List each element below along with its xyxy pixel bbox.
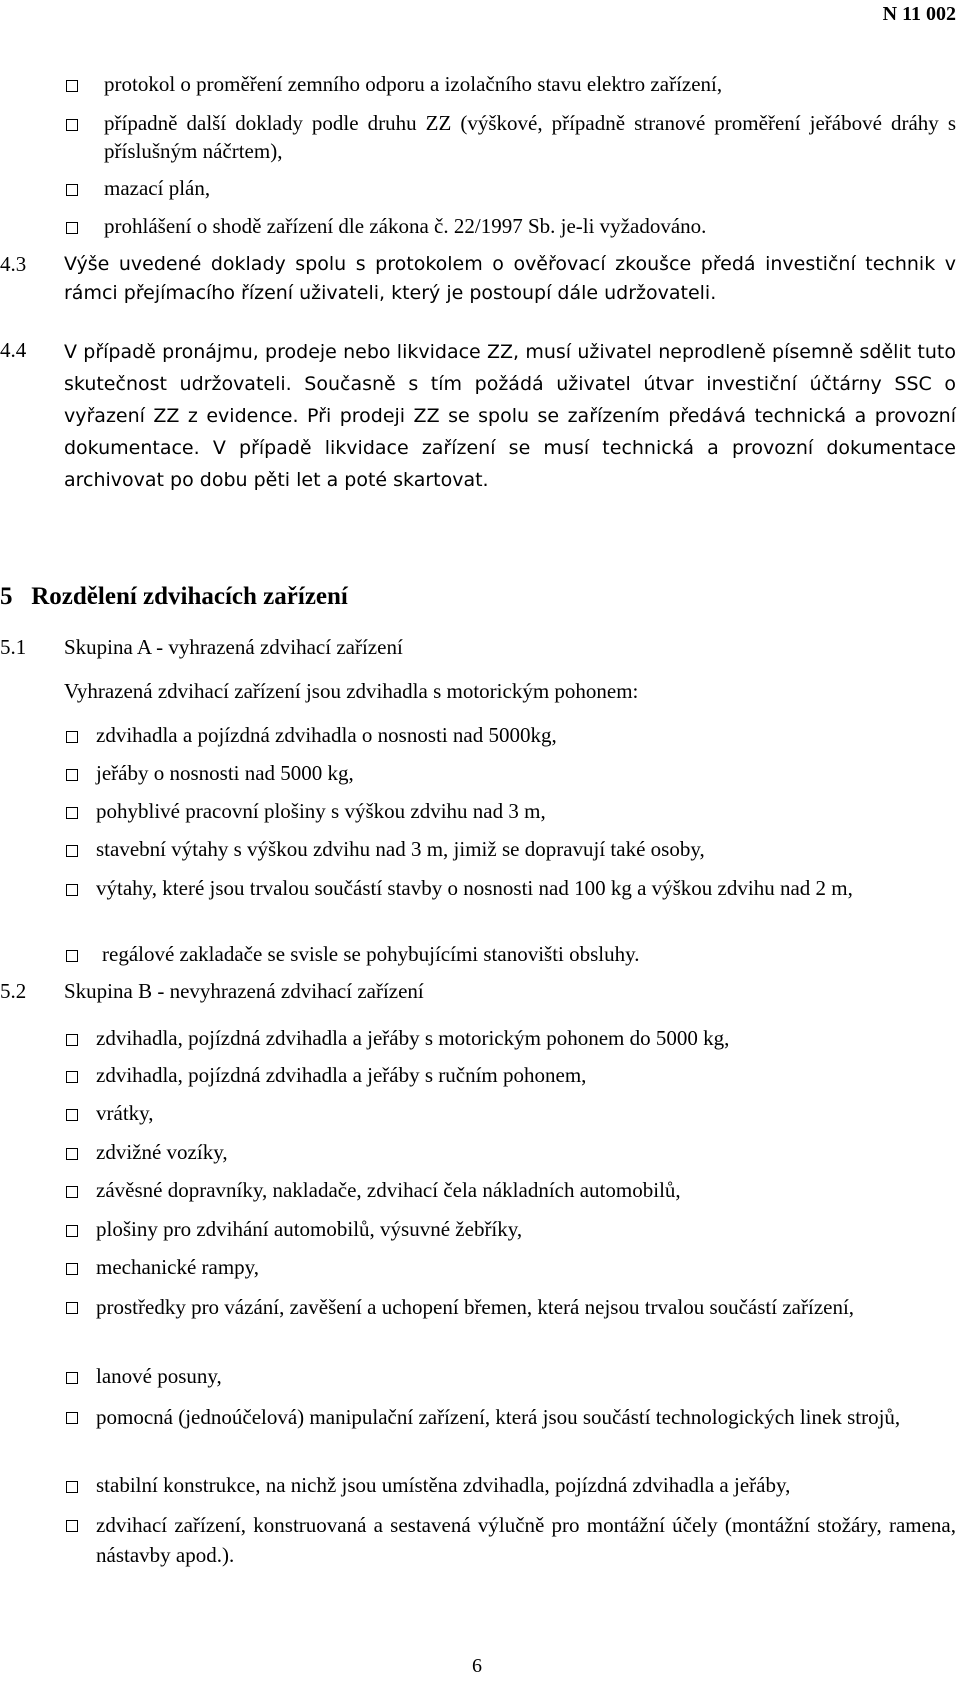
checkbox-bullet-icon	[66, 950, 78, 962]
list-item-text: prostředky pro vázání, zavěšení a uchopení břemen, která nejsou trvalou součástí zařízení,	[96, 1295, 855, 1319]
checkbox-bullet-icon	[66, 884, 78, 896]
section-text: Výše uvedené doklady spolu s protokolem o ověřovací zkoušce předá investiční technik v rámci přejímacího řízení uživateli, který je postoupí dále udržovateli.	[64, 253, 956, 304]
section-intro: Vyhrazená zdvihací zařízení jsou zdvihadla s motorickým pohonem:	[64, 679, 639, 703]
section-heading: 5 Rozdělení zdvihacích zařízení	[0, 583, 348, 610]
list-item-text: jeřáby o nosnosti nad 5000 kg,	[96, 761, 354, 785]
list-item-text: zdvižné vozíky,	[96, 1140, 228, 1164]
list-item-text: zdvihadla, pojízdná zdvihadla a jeřáby s motorickým pohonem do 5000 kg,	[96, 1026, 730, 1050]
checkbox-bullet-icon	[66, 1225, 78, 1237]
list-item-text: případně další doklady podle druhu ZZ (výškové, případně stranové proměření jeřábové dráhy s příslušným náčrtem),	[104, 111, 956, 163]
section-number: 4.3	[0, 252, 27, 276]
list-item-text: pohyblivé pracovní plošiny s výškou zdvihu nad 3 m,	[96, 799, 546, 823]
document-code: N 11 002	[882, 3, 956, 25]
list-item-text: protokol o proměření zemního odporu a izolačního stavu elektro zařízení,	[104, 72, 723, 96]
list-item-text: mechanické rampy,	[96, 1255, 260, 1279]
list-item-text: zdvihací zařízení, konstruovaná a sestavená výlučně pro montážní účely (montážní stožáry, ramena, nástavby apod.).	[96, 1513, 956, 1567]
list-item-text: zdvihadla a pojízdná zdvihadla o nosnosti nad 5000kg,	[96, 723, 557, 747]
list-item-text: závěsné dopravníky, nakladače, zdvihací čela nákladních automobilů,	[96, 1178, 681, 1202]
list-item-text: regálové zakladače se svisle se pohybujícími stanovišti obsluhy.	[102, 942, 640, 966]
checkbox-bullet-icon	[66, 1520, 78, 1532]
checkbox-bullet-icon	[66, 807, 78, 819]
checkbox-bullet-icon	[66, 1034, 78, 1046]
checkbox-bullet-icon	[66, 1302, 78, 1314]
checkbox-bullet-icon	[66, 845, 78, 857]
checkbox-bullet-icon	[66, 184, 78, 196]
checkbox-bullet-icon	[66, 119, 78, 131]
checkbox-bullet-icon	[66, 731, 78, 743]
section-number: 5.2	[0, 979, 27, 1003]
list-item-text: stavební výtahy s výškou zdvihu nad 3 m, jimiž se dopravují také osoby,	[96, 837, 705, 861]
list-item-text: zdvihadla, pojízdná zdvihadla a jeřáby s ručním pohonem,	[96, 1063, 587, 1087]
checkbox-bullet-icon	[66, 1148, 78, 1160]
checkbox-bullet-icon	[66, 1481, 78, 1493]
list-item-text: pomocná (jednoúčelová) manipulační zařízení, která jsou součástí technologických linek strojů,	[96, 1405, 901, 1429]
checkbox-bullet-icon	[66, 222, 78, 234]
list-item-text: stabilní konstrukce, na nichž jsou umístěna zdvihadla, pojízdná zdvihadla a jeřáby,	[96, 1473, 791, 1497]
checkbox-bullet-icon	[66, 1186, 78, 1198]
list-item-text: mazací plán,	[104, 176, 211, 200]
section-title: Skupina A - vyhrazená zdvihací zařízení	[64, 635, 403, 659]
checkbox-bullet-icon	[66, 80, 78, 92]
list-item-text: lanové posuny,	[96, 1364, 222, 1388]
checkbox-bullet-icon	[66, 1071, 78, 1083]
list-item-text: prohlášení o shodě zařízení dle zákona č. 22/1997 Sb. je-li vyžadováno.	[104, 214, 707, 238]
checkbox-bullet-icon	[66, 1263, 78, 1275]
page-number: 6	[472, 1655, 482, 1677]
checkbox-bullet-icon	[66, 1109, 78, 1121]
section-text: V případě pronájmu, prodeje nebo likvidace ZZ, musí uživatel neprodleně písemně sdělit tuto skutečnost udržovateli. Současně s tím požádá uživatel útvar investiční účtárny SSC o vyřazení ZZ z evidence. Při prodeji ZZ se spolu se zařízením předává technická a provozní dokumentace. V případě likvidace zařízení se musí technická a provozní dokumentace archivovat po dobu pěti let a poté skartovat.	[64, 341, 956, 491]
checkbox-bullet-icon	[66, 1372, 78, 1384]
checkbox-bullet-icon	[66, 769, 78, 781]
list-item-text: plošiny pro zdvihání automobilů, výsuvné žebříky,	[96, 1217, 523, 1241]
checkbox-bullet-icon	[66, 1412, 78, 1424]
section-number: 5.1	[0, 635, 27, 659]
list-item-text: výtahy, které jsou trvalou součástí stavby o nosnosti nad 100 kg a výškou zdvihu nad 2 m,	[96, 876, 853, 900]
list-item-text: vrátky,	[96, 1101, 154, 1125]
section-number: 4.4	[0, 338, 27, 362]
section-title: Skupina B - nevyhrazená zdvihací zařízení	[64, 979, 424, 1003]
